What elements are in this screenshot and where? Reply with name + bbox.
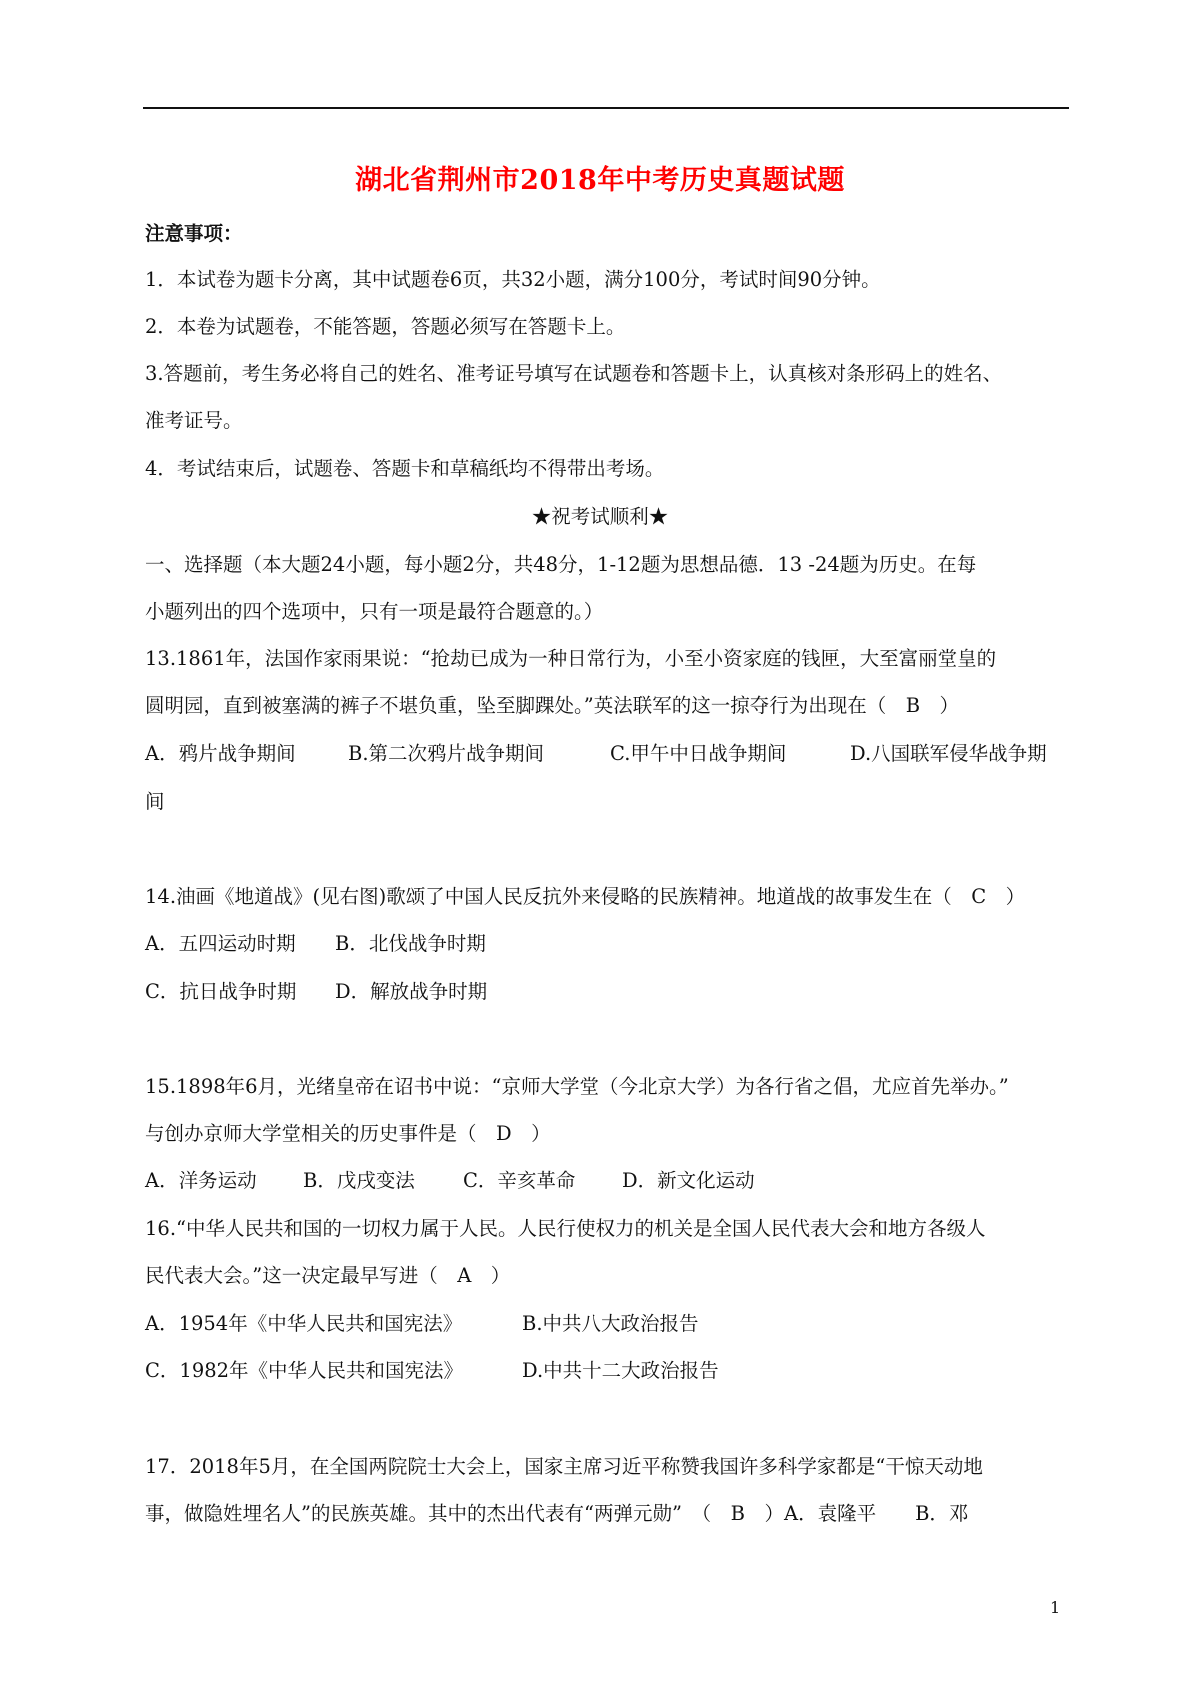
q15-stem-line-1: 15.1898年6月，光绪皇帝在诏书中说：“京师大学堂（今北京大学）为各行省之倡，尤应首先举办。”: [145, 1075, 1009, 1098]
header-rule: [143, 107, 1069, 109]
q15-option-a: A．洋务运动: [145, 1169, 257, 1192]
q13-stem-line-1: 13.1861年，法国作家雨果说：“抢劫已成为一种日常行为，小至小资家庭的钱匣，大至富丽堂皇的: [145, 647, 997, 670]
q14-option-a: A．五四运动时期: [145, 932, 296, 955]
notice-item-3: 3.答题前，考生务必将自己的姓名、准考证号填写在试题卷和答题卡上，认真核对条形码上的姓名、: [145, 362, 1003, 385]
q17-stem-line-2: 事，做隐姓埋名人”的民族英雄。其中的杰出代表有“两弹元勋” （ B ）A．袁隆平 B．邓: [145, 1502, 969, 1525]
q14-option-d: D．解放战争时期: [335, 980, 488, 1003]
q15-stem-line-2: 与创办京师大学堂相关的历史事件是（ D ）: [145, 1122, 551, 1145]
notice-item-3-cont: 准考证号。: [145, 409, 243, 432]
notice-item-4: 4．考试结束后，试题卷、答题卡和草稿纸均不得带出考场。: [145, 457, 665, 480]
blessing: ★祝考试顺利★: [531, 505, 669, 528]
q16-option-d: D.中共十二大政治报告: [522, 1359, 719, 1382]
notice-item-2: 2．本卷为试题卷，不能答题，答题必须写在答题卡上。: [145, 315, 626, 338]
q13-option-b: B.第二次鸦片战争期间: [348, 742, 545, 765]
q16-stem-line-1: 16.“中华人民共和国的一切权力属于人民。人民行使权力的机关是全国人民代表大会和地方各级人: [145, 1217, 986, 1240]
page-number: 1: [1050, 1598, 1061, 1617]
q17-stem-line-1: 17．2018年5月，在全国两院院士大会上，国家主席习近平称赞我国许多科学家都是“干惊天动地: [145, 1455, 983, 1478]
q16-option-c: C．1982年《中华人民共和国宪法》: [145, 1359, 464, 1382]
q13-option-c: C.甲午中日战争期间: [610, 742, 787, 765]
q14-option-b: B．北伐战争时期: [335, 932, 486, 955]
q13-option-d: D.八国联军侵华战争期: [850, 742, 1047, 765]
section-intro-line-2: 小题列出的四个选项中，只有一项是最符合题意的。）: [145, 600, 604, 623]
q16-option-b: B.中共八大政治报告: [522, 1312, 699, 1335]
section-intro-line-1: 一、选择题（本大题24小题，每小题2分，共48分，1-12题为思想品德．13 -24题为历史。在每: [145, 553, 977, 576]
page-title: 湖北省荆州市2018年中考历史真题试题: [355, 165, 845, 196]
q14-stem: 14.油画《地道战》(见右图)歌颂了中国人民反抗外来侵略的民族精神。地道战的故事发生在（ C ）: [145, 885, 1026, 908]
notice-heading: 注意事项：: [145, 222, 243, 245]
q13-option-d-wrap: 间: [145, 790, 165, 813]
q16-stem-line-2: 民代表大会。”这一决定最早写进（ A ）: [145, 1264, 511, 1287]
q14-option-c: C．抗日战争时期: [145, 980, 297, 1003]
q15-option-c: C．辛亥革命: [463, 1169, 576, 1192]
q15-option-b: B．戊戌变法: [303, 1169, 415, 1192]
notice-item-1: 1．本试卷为题卡分离，其中试题卷6页，共32小题，满分100分，考试时间90分钟。: [145, 268, 881, 291]
q16-option-a: A．1954年《中华人民共和国宪法》: [145, 1312, 463, 1335]
q15-option-d: D．新文化运动: [622, 1169, 755, 1192]
q13-stem-line-2: 圆明园，直到被塞满的裤子不堪负重，坠至脚踝处。”英法联军的这一掠夺行为出现在（ B ）: [145, 694, 960, 717]
q13-option-a: A．鸦片战争期间: [145, 742, 296, 765]
